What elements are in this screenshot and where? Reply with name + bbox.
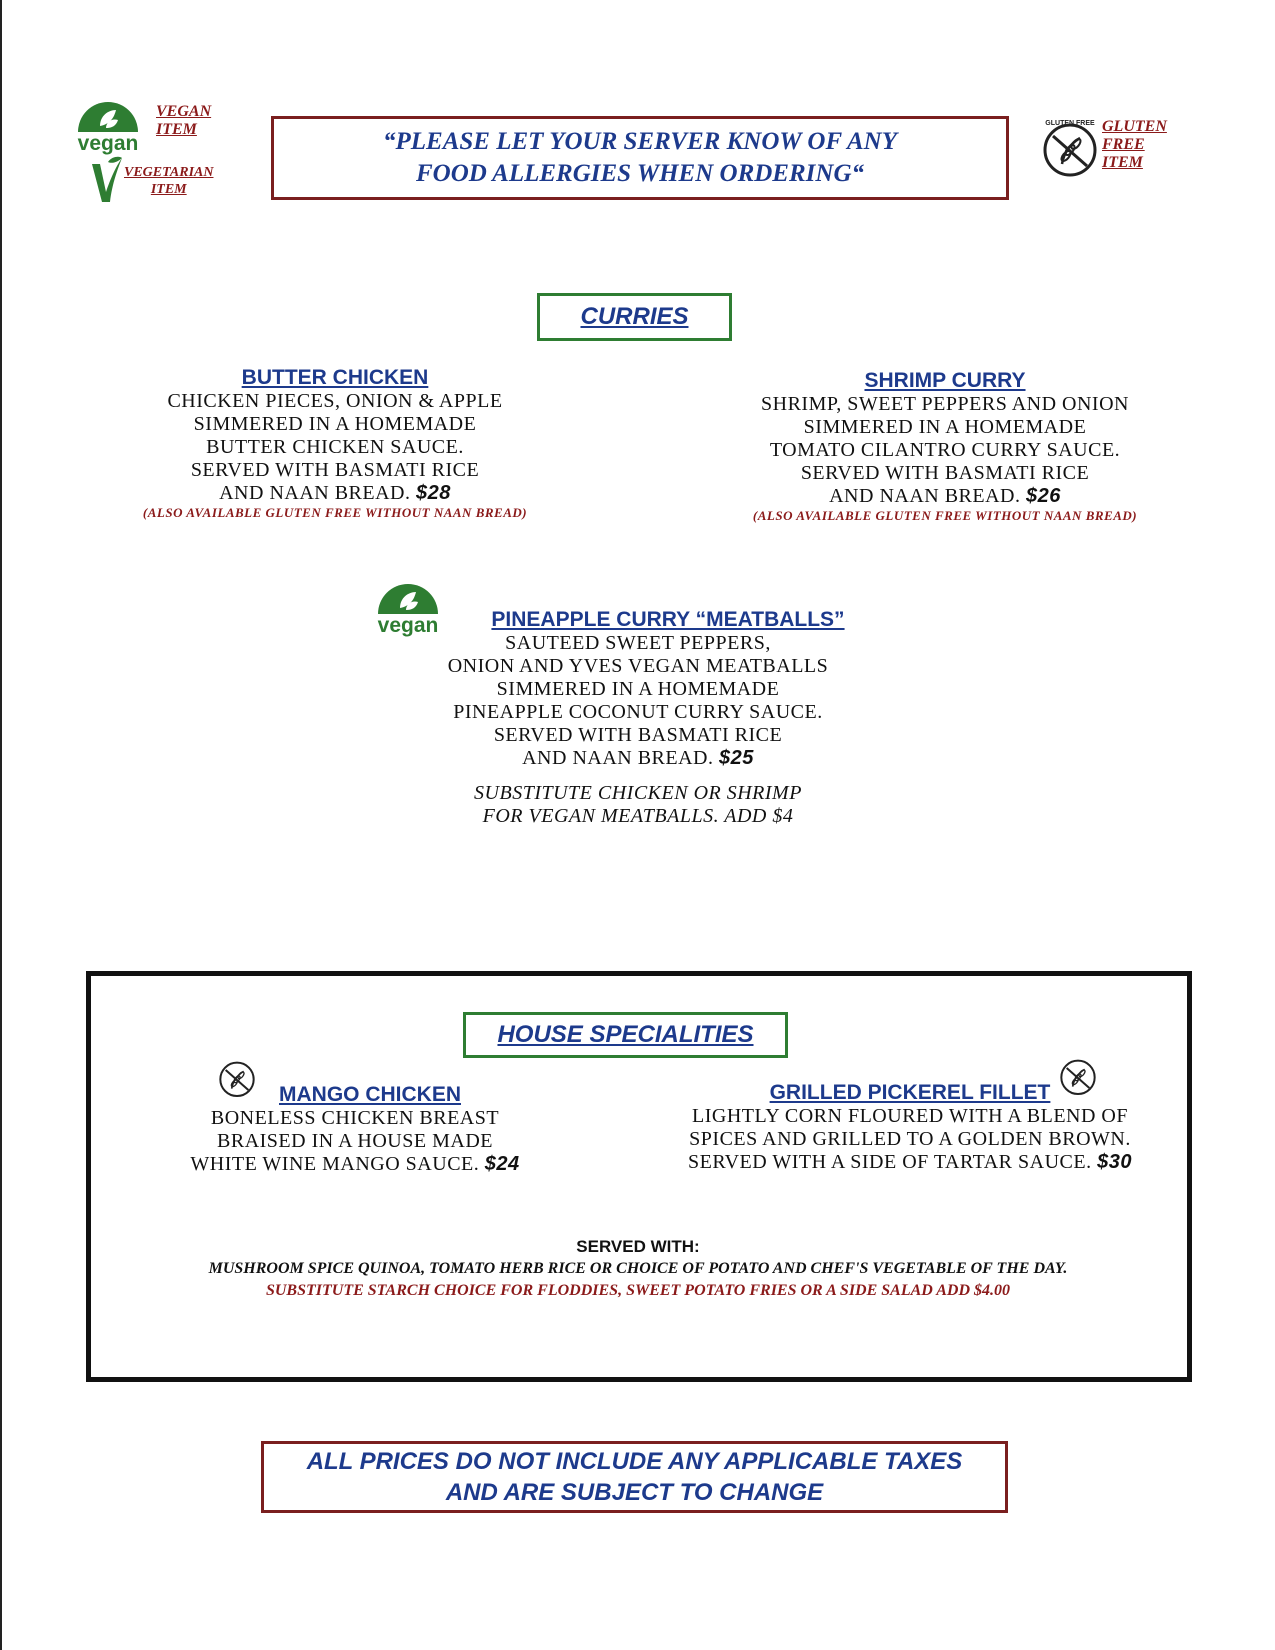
butter-chicken-title: BUTTER CHICKEN xyxy=(241,366,429,389)
vegetarian-legend-line-2: ITEM xyxy=(150,182,187,197)
pickerel-fillet-line-2: SPICES AND GRILLED TO A GOLDEN BROWN. xyxy=(689,1128,1131,1150)
gluten-legend-line-3: ITEM xyxy=(1102,154,1143,171)
shrimp-curry-note: (ALSO AVAILABLE GLUTEN FREE WITHOUT NAAN BREAD) xyxy=(752,508,1138,523)
pickerel-fillet-title: GRILLED PICKEREL FILLET xyxy=(769,1081,1051,1104)
vegetarian-legend-line-1: VEGETARIAN xyxy=(124,165,214,180)
shrimp-curry-line-4: SERVED WITH BASMATI RICE xyxy=(800,462,1090,484)
gluten-legend-line-2: FREE xyxy=(1102,136,1145,153)
pineapple-curry-title: PINEAPPLE CURRY “MEATBALLS” xyxy=(491,608,845,631)
vegan-logo-text: vegan xyxy=(77,132,139,155)
butter-chicken-line-4: SERVED WITH BASMATI RICE xyxy=(190,459,480,481)
allergy-notice-line-1: “PLEASE LET YOUR SERVER KNOW OF ANY xyxy=(382,128,898,155)
pineapple-curry-line-6 xyxy=(358,747,918,770)
pickerel-fillet-last-line: SERVED WITH A SIDE OF TARTAR SAUCE. xyxy=(688,1151,1092,1173)
pineapple-curry-item xyxy=(358,608,918,828)
pickerel-fillet-line-3 xyxy=(620,1151,1200,1174)
pineapple-curry-line-3: SIMMERED IN A HOMEMADE xyxy=(496,678,780,700)
shrimp-curry-line-3: TOMATO CILANTRO CURRY SAUCE. xyxy=(769,439,1121,461)
butter-chicken-last-line: AND NAAN BREAD. xyxy=(219,482,411,504)
mango-chicken-line-1: BONELESS CHICKEN BREAST xyxy=(210,1107,500,1129)
pineapple-curry-line-4: PINEAPPLE COCONUT CURRY SAUCE. xyxy=(453,701,823,723)
shrimp-curry-line-1: SHRIMP, SWEET PEPPERS AND ONION xyxy=(761,393,1129,415)
vegetarian-legend-label xyxy=(124,164,213,198)
served-with-text: MUSHROOM SPICE QUINOA, TOMATO HERB RICE OR CHOICE OF POTATO AND CHEF'S VEGETABLE OF THE DAY. xyxy=(208,1260,1068,1277)
pineapple-curry-price: $25 xyxy=(719,747,754,769)
vegan-logo-icon xyxy=(70,96,146,156)
tax-notice-box xyxy=(261,1441,1008,1513)
butter-chicken-line-2: SIMMERED IN A HOMEMADE xyxy=(193,413,477,435)
starch-substitute-text: SUBSTITUTE STARCH CHOICE FOR FLODDIES, SWEET POTATO FRIES OR A SIDE SALAD ADD $4.00 xyxy=(265,1282,1011,1299)
mango-chicken-last-line: WHITE WINE MANGO SAUCE. xyxy=(190,1153,480,1175)
vegan-legend-line-2: ITEM xyxy=(156,121,197,138)
gluten-free-legend-label xyxy=(1102,118,1167,172)
served-with-section xyxy=(100,1236,1176,1302)
allergy-notice-line-2: FOOD ALLERGIES WHEN ORDERING“ xyxy=(415,160,864,187)
shrimp-curry-price: $26 xyxy=(1026,485,1061,507)
mango-chicken-price: $24 xyxy=(484,1153,520,1175)
served-with-label: SERVED WITH: xyxy=(576,1237,700,1256)
vegan-legend-line-1: VEGAN xyxy=(156,103,212,120)
tax-notice-line-1: ALL PRICES DO NOT INCLUDE ANY APPLICABLE TAXES xyxy=(306,1448,963,1475)
pickerel-fillet-price: $30 xyxy=(1097,1151,1132,1173)
pineapple-vegan-icon-text: vegan xyxy=(377,614,439,637)
butter-chicken-price: $28 xyxy=(416,482,451,504)
curries-heading: CURRIES xyxy=(537,293,732,341)
allergy-notice-box xyxy=(271,116,1009,200)
pineapple-curry-line-1: SAUTEED SWEET PEPPERS, xyxy=(505,632,771,654)
butter-chicken-note: (ALSO AVAILABLE GLUTEN FREE WITHOUT NAAN BREAD) xyxy=(142,505,528,520)
gluten-free-icon xyxy=(1040,118,1100,178)
house-specialities-heading: HOUSE SPECIALITIES xyxy=(463,1012,788,1058)
shrimp-curry-title: SHRIMP CURRY xyxy=(864,369,1026,392)
gluten-free-icon-text: GLUTEN FREE xyxy=(1045,120,1095,127)
vegan-legend-label xyxy=(156,103,211,139)
page-left-border xyxy=(0,0,2,1650)
pickerel-fillet-item xyxy=(620,1081,1200,1174)
butter-chicken-line-1: CHICKEN PIECES, ONION & APPLE xyxy=(167,390,503,412)
tax-notice-line-2: AND ARE SUBJECT TO CHANGE xyxy=(445,1479,824,1506)
shrimp-curry-line-2: SIMMERED IN A HOMEMADE xyxy=(803,416,1087,438)
mango-chicken-item xyxy=(120,1083,590,1176)
gluten-legend-line-1: GLUTEN xyxy=(1102,118,1167,135)
vegetarian-v-icon xyxy=(88,154,124,206)
pineapple-substitute-line-2: FOR VEGAN MEATBALLS. ADD $4 xyxy=(482,805,794,827)
butter-chicken-line-3: BUTTER CHICKEN SAUCE. xyxy=(206,436,464,458)
shrimp-curry-line-5 xyxy=(650,485,1240,508)
pineapple-curry-last-line: AND NAAN BREAD. xyxy=(522,747,714,769)
mango-chicken-line-3 xyxy=(120,1153,590,1176)
pineapple-curry-line-5: SERVED WITH BASMATI RICE xyxy=(493,724,783,746)
shrimp-curry-last-line: AND NAAN BREAD. xyxy=(829,485,1021,507)
mango-chicken-line-2: BRAISED IN A HOUSE MADE xyxy=(217,1130,493,1152)
pineapple-curry-line-2: ONION AND YVES VEGAN MEATBALLS xyxy=(447,655,829,677)
mango-chicken-title: MANGO CHICKEN xyxy=(279,1083,461,1106)
butter-chicken-line-5 xyxy=(40,482,630,505)
pickerel-fillet-line-1: LIGHTLY CORN FLOURED WITH A BLEND OF xyxy=(692,1105,1128,1127)
butter-chicken-item xyxy=(40,366,630,521)
pineapple-substitute-line-1: SUBSTITUTE CHICKEN OR SHRIMP xyxy=(474,782,802,804)
shrimp-curry-item xyxy=(650,369,1240,524)
